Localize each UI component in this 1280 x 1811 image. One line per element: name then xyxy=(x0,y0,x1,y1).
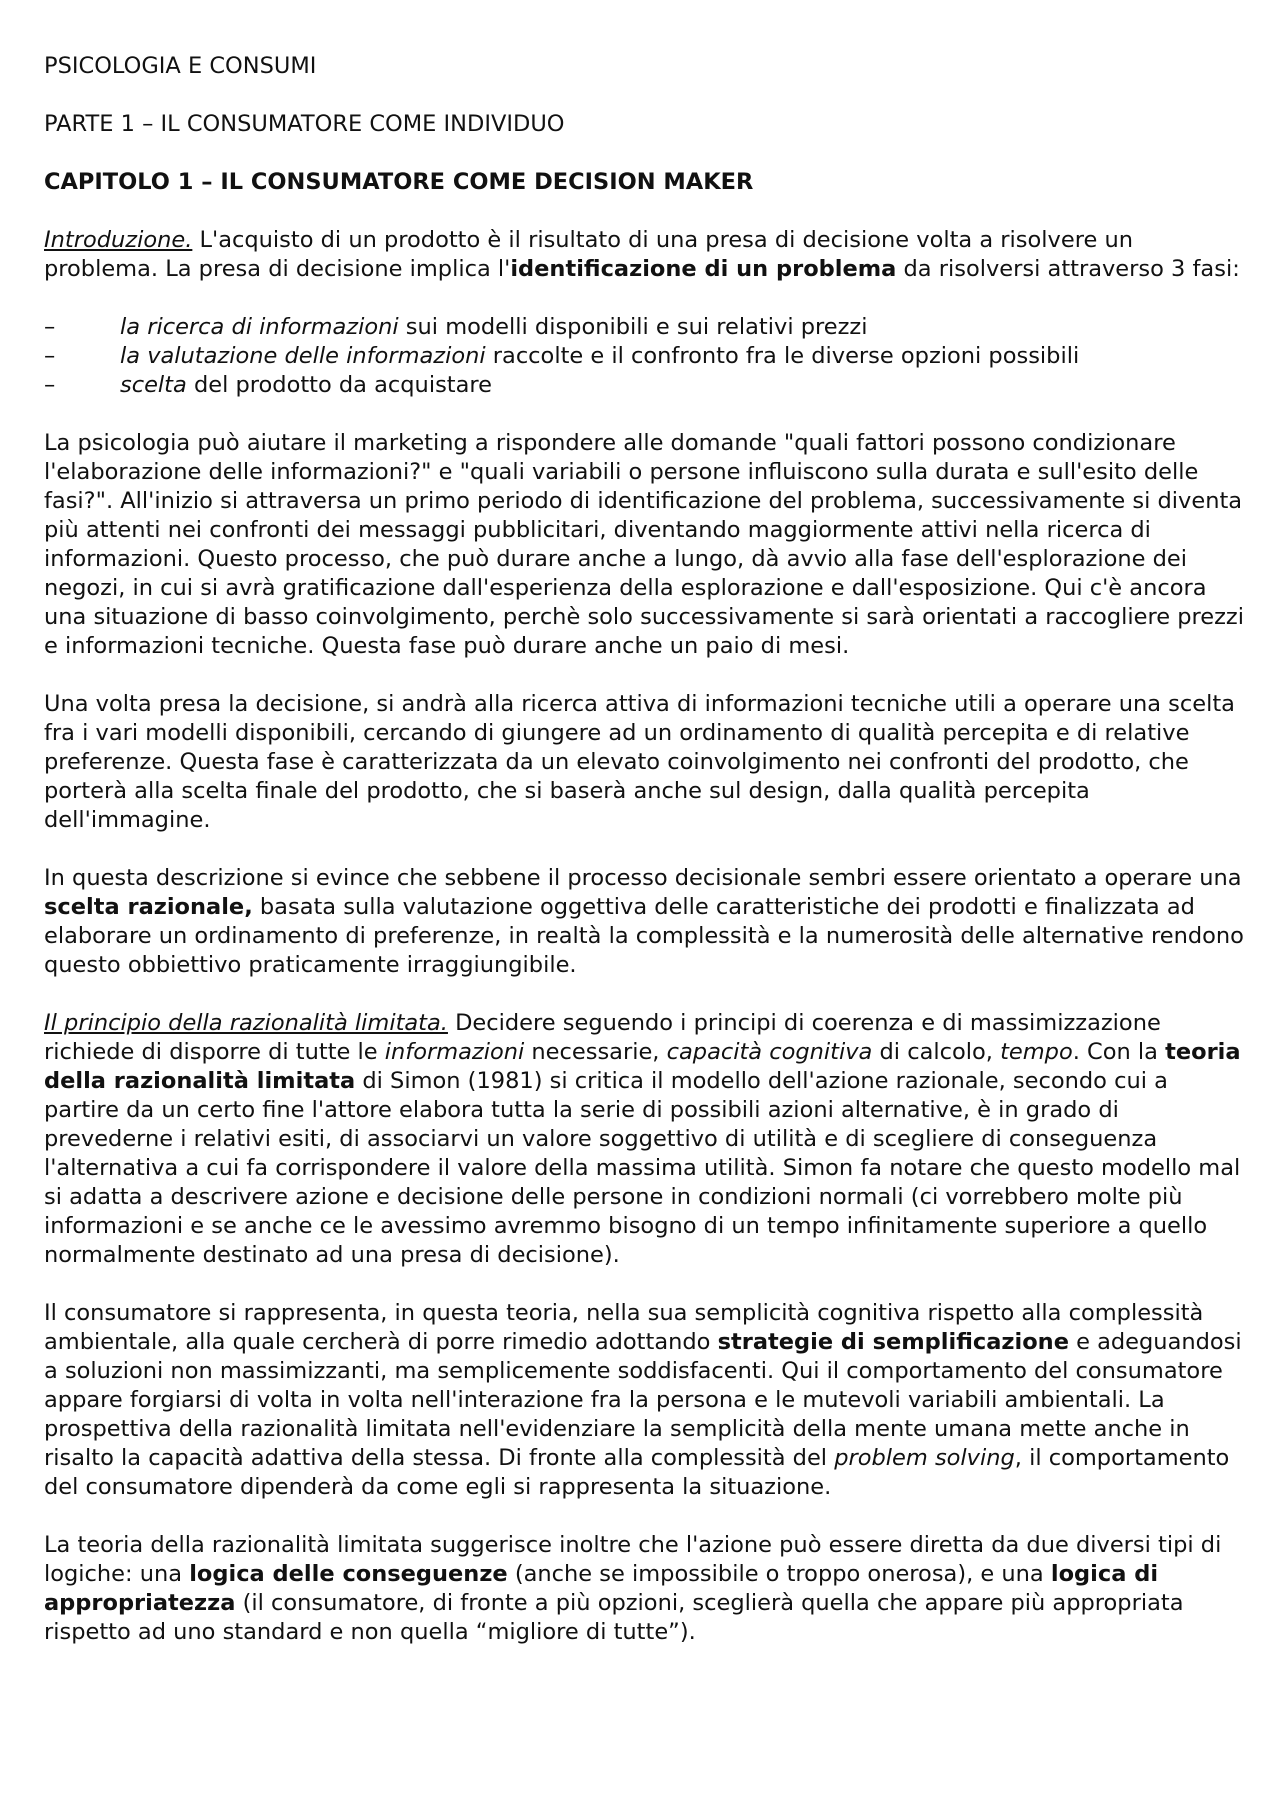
p4-text-3: di calcolo, xyxy=(872,1039,1001,1065)
document-page xyxy=(44,52,1244,1676)
p3-text-2: basata sulla valutazione oggettiva delle caratteristiche dei prodotti e finalizzata ad elaborare un ordinamento di preferenze, in realtà la complessità e la numerosità delle alternative rendono questo obbiettivo praticamente irraggiungibile. xyxy=(44,894,1244,978)
intro-text-2: da risolversi attraverso 3 fasi: xyxy=(896,256,1240,282)
p4-text-2: necessarie, xyxy=(524,1039,667,1065)
p4-text-1: Decidere seguendo i principi di coerenza e di massimizzazione richiede di disporre di tutte le xyxy=(44,1010,1161,1065)
chapter-title: CAPITOLO 1 – IL CONSUMATORE COME DECISION MAKER xyxy=(44,169,754,195)
p5-text-3: , il comportamento del consumatore dipenderà da come egli si rappresenta la situazione. xyxy=(44,1445,1230,1500)
paragraph-simplification xyxy=(44,1299,1244,1502)
p4-italic-1: informazioni xyxy=(384,1039,525,1065)
course-title: PSICOLOGIA E CONSUMI xyxy=(44,53,317,79)
paragraph-bounded-rationality xyxy=(44,1009,1244,1270)
p6-bold-1: logica delle conseguenze xyxy=(189,1561,508,1587)
p5-bold-1: strategie di semplificazione xyxy=(717,1329,1069,1355)
phase-text: del prodotto da acquistare xyxy=(186,372,492,398)
p3-bold-1: scelta razionale, xyxy=(44,894,253,920)
p4-italic-3: tempo xyxy=(1000,1039,1073,1065)
p4-bold-1: teoria della razionalità limitata xyxy=(44,1039,1241,1094)
p5-text-1: Il consumatore si rappresenta, in questa teoria, nella sua semplicità cognitiva rispetto alla complessità ambientale, alla quale cercherà di porre rimedio adottando xyxy=(44,1300,1204,1355)
p6-bold-2: logica di appropriatezza xyxy=(44,1561,1159,1616)
list-item xyxy=(44,342,1244,371)
p4-label: Il principio della razionalità limitata. xyxy=(44,1010,448,1036)
paragraph-logics xyxy=(44,1531,1244,1647)
paragraph-decision: Una volta presa la decisione, si andrà alla ricerca attiva di informazioni tecniche utili a operare una scelta fra i vari modelli disponibili, cercando di giungere ad un ordinamento di qualità percepita e di relative preferenze. Questa fase è caratterizzata da un elevato coinvolgimento nei confronti del prodotto, che porterà alla scelta finale del prodotto, che si baserà anche sul design, dalla qualità percepita dell'immagine. xyxy=(44,691,1235,833)
intro-text-1: L'acquisto di un prodotto è il risultato di una presa di decisione volta a risolvere un problema. La presa di decisione implica l' xyxy=(44,227,1133,282)
phase-text: raccolte e il confronto fra le diverse opzioni possibili xyxy=(485,343,1080,369)
phases-list xyxy=(44,313,1244,400)
phase-emphasis: la valutazione delle informazioni xyxy=(120,343,486,369)
p5-italic-1: problem solving xyxy=(834,1445,1015,1471)
phase-emphasis: scelta xyxy=(120,372,187,398)
p3-text-1: In questa descrizione si evince che sebbene il processo decisionale sembri essere orientato a operare una xyxy=(44,865,1242,891)
dash-bullet: – xyxy=(44,372,56,398)
paragraph-psychology: La psicologia può aiutare il marketing a rispondere alle domande "quali fattori possono condizionare l'elaborazione delle informazioni?" e "quali variabili o persone influiscono sulla durata e sull'esito delle fasi?". All'inizio si attraversa un primo periodo di identificazione del problema, successivamente si diventa più attenti nei confronti dei messaggi pubblicitari, diventando maggiormente attivi nella ricerca di informazioni. Questo processo, che può durare anche a lungo, dà avvio alla fase dell'esplorazione dei negozi, in cui si avrà gratificazione dall'esperienza della esplorazione e dall'esposizione. Qui c'è ancora una situazione di basso coinvolgimento, perchè solo successivamente si sarà orientati a raccogliere prezzi e informazioni tecniche. Questa fase può durare anche un paio di mesi. xyxy=(44,430,1244,659)
part-title: PARTE 1 – IL CONSUMATORE COME INDIVIDUO xyxy=(44,111,565,137)
p5-text-2: e adeguandosi a soluzioni non massimizzanti, ma semplicemente soddisfacenti. Qui il comportamento del consumatore appare forgiarsi di volta in volta nell'interazione fra la persona e le mutevoli variabili ambientali. La prospettiva della razionalità limitata nell'evidenziare la semplicità della mente umana mette anche in risalto la capacità adattiva della stessa. Di fronte alla complessità del xyxy=(44,1329,1242,1471)
list-item xyxy=(44,313,1244,342)
p6-text-1: La teoria della razionalità limitata suggerisce inoltre che l'azione può essere diretta da due diversi tipi di logiche: una xyxy=(44,1532,1222,1587)
p6-text-3: (il consumatore, di fronte a più opzioni, sceglierà quella che appare più appropriata rispetto ad uno standard e non quella “migliore di tutte”). xyxy=(44,1590,1184,1645)
paragraph-rational-choice xyxy=(44,864,1244,980)
phase-text: sui modelli disponibili e sui relativi prezzi xyxy=(398,314,868,340)
p4-italic-2: capacità cognitiva xyxy=(666,1039,873,1065)
dash-bullet: – xyxy=(44,343,56,369)
list-item xyxy=(44,371,1244,400)
intro-bold-1: identificazione di un problema xyxy=(510,256,897,282)
intro-label: Introduzione. xyxy=(44,227,193,253)
p4-text-5: di Simon (1981) si critica il modello dell'azione razionale, secondo cui a partire da un certo fine l'attore elabora tutta la serie di possibili azioni alternative, è in grado di prevederne i relativi esiti, di associarvi un valore soggettivo di utilità e di scegliere di conseguenza l'alternativa a cui fa corrispondere il valore della massima utilità. Simon fa notare che questo modello mal si adatta a descrivere azione e decisione delle persone in condizioni normali (ci vorrebbero molte più informazioni e se anche ce le avessimo avremmo bisogno di un tempo infinitamente superiore a quello normalmente destinato ad una presa di decisione). xyxy=(44,1068,1241,1268)
p4-text-4: . Con la xyxy=(1072,1039,1166,1065)
intro-paragraph xyxy=(44,226,1244,284)
phase-emphasis: la ricerca di informazioni xyxy=(120,314,399,340)
dash-bullet: – xyxy=(44,314,56,340)
p6-text-2: (anche se impossibile o troppo onerosa), e una xyxy=(507,1561,1051,1587)
